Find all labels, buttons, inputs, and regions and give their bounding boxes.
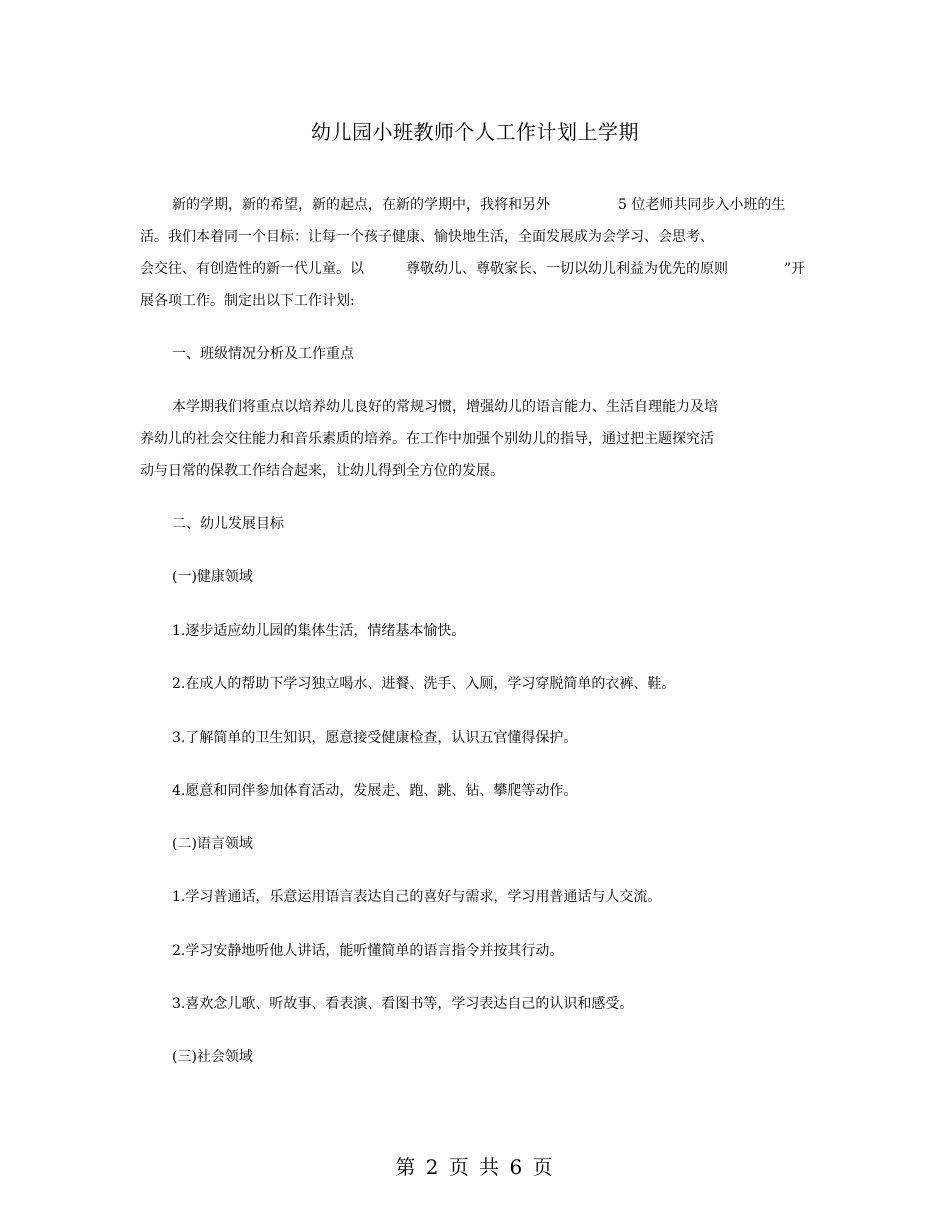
- language-item: 3.喜欢念儿歌、听故事、看表演、看图书等，学习表达自己的认识和感受。: [172, 996, 634, 1012]
- health-item: 3.了解简单的卫生知识，愿意接受健康检查，认识五官懂得保护。: [172, 730, 578, 746]
- document-title: 幼儿园小班教师个人工作计划上学期: [311, 120, 639, 144]
- page-footer: 第 2 页 共 6 页: [395, 1155, 555, 1179]
- health-heading: (一)健康领域: [172, 569, 253, 585]
- section2-heading: 二、幼儿发展目标: [172, 516, 284, 532]
- intro-line-4: 展各项工作。制定出以下工作计划:: [140, 293, 355, 309]
- section1-line-2: 养幼儿的社会交往能力和音乐素质的培养。在工作中加强个别幼儿的指导，通过把主题探究活: [140, 431, 714, 447]
- language-heading: (二)语言领域: [172, 836, 253, 852]
- section1-heading: 一、班级情况分析及工作重点: [172, 346, 354, 362]
- intro-line-1a: 新的学期，新的希望，新的起点，在新的学期中，我将和另外: [172, 197, 550, 213]
- health-item: 4.愿意和同伴参加体育活动，发展走、跑、跳、钻、攀爬等动作。: [172, 783, 578, 799]
- intro-line-3c: ”开: [784, 261, 806, 277]
- health-item: 1.逐步适应幼儿园的集体生活，情绪基本愉快。: [172, 623, 466, 639]
- language-item: 1.学习普通话，乐意运用语言表达自己的喜好与需求，学习用普通话与人交流。: [172, 889, 662, 905]
- language-item: 2.学习安静地听他人讲话，能听懂简单的语言指令并按其行动。: [172, 943, 564, 959]
- intro-line-2: 活。我们本着同一个目标：让每一个孩子健康、愉快地生活，全面发展成为会学习、会思考、: [140, 229, 714, 245]
- section1-line-3: 动与日常的保教工作结合起来，让幼儿得到全方位的发展。: [140, 463, 504, 479]
- intro-line-3a: 会交往、有创造性的新一代儿童。以: [140, 261, 364, 277]
- health-item: 2.在成人的帮助下学习独立喝水、进餐、洗手、入厕，学习穿脱简单的衣裤、鞋。: [172, 676, 676, 692]
- section1-line-1: 本学期我们将重点以培养幼儿良好的常规习惯，增强幼儿的语言能力、生活自理能力及培: [172, 399, 718, 415]
- intro-line-1b: 5 位老师共同步入小班的生: [618, 197, 786, 213]
- intro-line-3b: 尊敬幼儿、尊敬家长、一切以幼儿利益为优先的原则: [406, 261, 728, 277]
- social-heading: (三)社会领域: [172, 1049, 253, 1065]
